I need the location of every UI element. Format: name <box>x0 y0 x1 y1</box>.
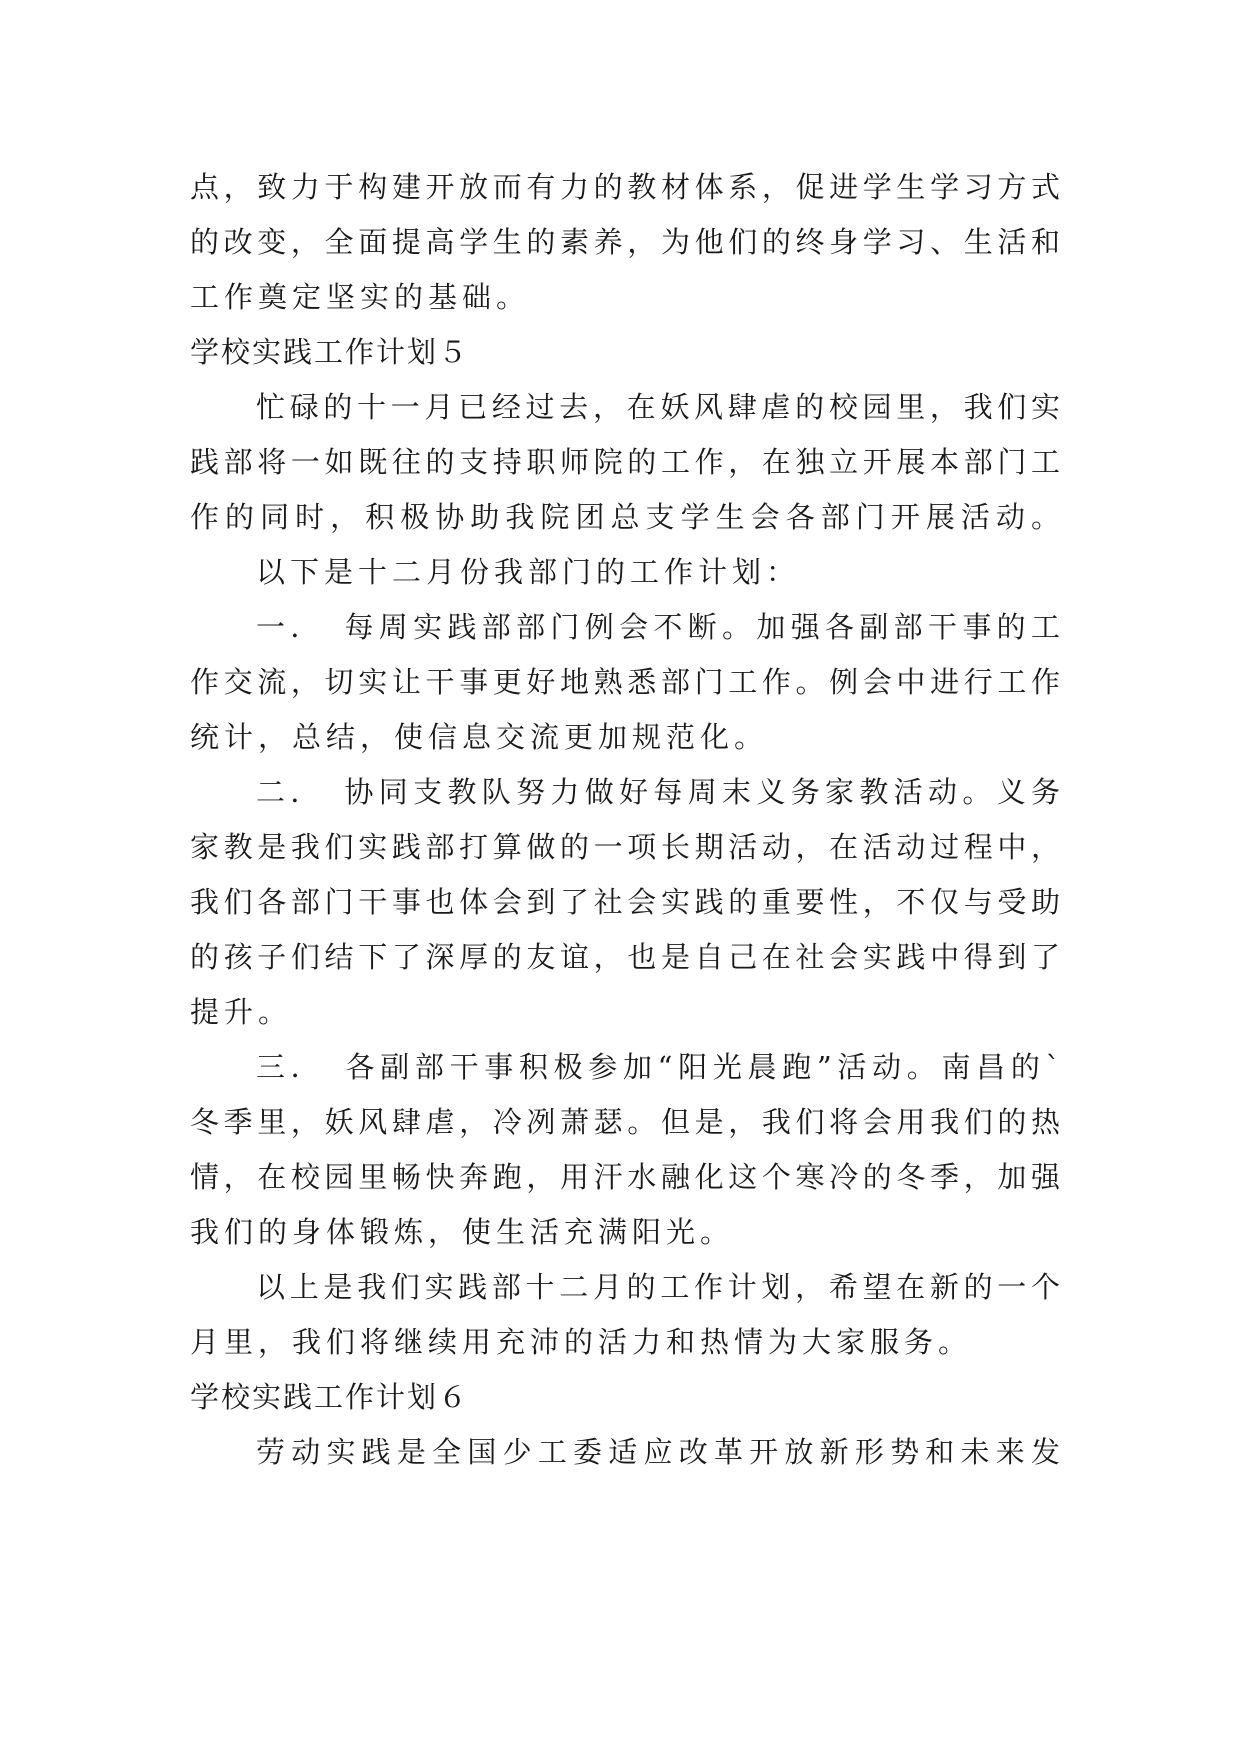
list-item-line: 情，在校园里畅快奔跑，用汗水融化这个寒冷的冬季，加强 <box>190 1160 1060 1194</box>
paragraph-line: 践部将一如既往的支持职师院的工作，在独立开展本部门工 <box>190 445 1060 479</box>
list-item-line: 统计，总结，使信息交流更加规范化。 <box>190 720 769 754</box>
paragraph-line: 以下是十二月份我部门的工作计划： <box>256 555 801 589</box>
list-item-line: 我们各部门干事也体会到了社会实践的重要性，不仅与受助 <box>190 885 1060 919</box>
paragraph-line: 忙碌的十一月已经过去，在妖风肆虐的校园里，我们实 <box>256 390 1060 424</box>
section-heading: 学校实践工作计划６ <box>190 1380 470 1414</box>
list-item-line: 提升。 <box>190 995 293 1029</box>
list-item-line: 家教是我们实践部打算做的一项长期活动，在活动过程中， <box>190 830 1060 864</box>
paragraph-line: 的改变，全面提高学生的素养，为他们的终身学习、生活和 <box>190 225 1060 259</box>
list-item-line: 我们的身体锻炼，使生活充满阳光。 <box>190 1215 735 1249</box>
paragraph-line: 劳动实践是全国少工委适应改革开放新形势和未来发 <box>256 1435 1060 1469</box>
paragraph-line: 以上是我们实践部十二月的工作计划，希望在新的一个 <box>256 1270 1060 1304</box>
list-item-line: 的孩子们结下了深厚的友谊，也是自己在社会实践中得到了 <box>190 940 1060 974</box>
section-heading: 学校实践工作计划５ <box>190 335 470 369</box>
paragraph-line: 作的同时，积极协助我院团总支学生会各部门开展活动。 <box>190 500 1060 534</box>
list-item-line: 冬季里，妖风肆虐，冷冽萧瑟。但是，我们将会用我们的热 <box>190 1105 1060 1139</box>
list-item-line: 三． 各副部干事积极参加“阳光晨跑”活动。南昌的` <box>256 1050 1060 1084</box>
paragraph-line: 工作奠定坚实的基础。 <box>190 280 531 314</box>
list-item-line: 二． 协同支教队努力做好每周末义务家教活动。义务 <box>256 775 1060 809</box>
paragraph-line: 月里，我们将继续用充沛的活力和热情为大家服务。 <box>190 1325 973 1359</box>
list-item-line: 作交流，切实让干事更好地熟悉部门工作。例会中进行工作 <box>190 665 1060 699</box>
paragraph-line: 点，致力于构建开放而有力的教材体系，促进学生学习方式 <box>190 170 1060 204</box>
list-item-line: 一． 每周实践部部门例会不断。加强各副部干事的工 <box>256 610 1060 644</box>
